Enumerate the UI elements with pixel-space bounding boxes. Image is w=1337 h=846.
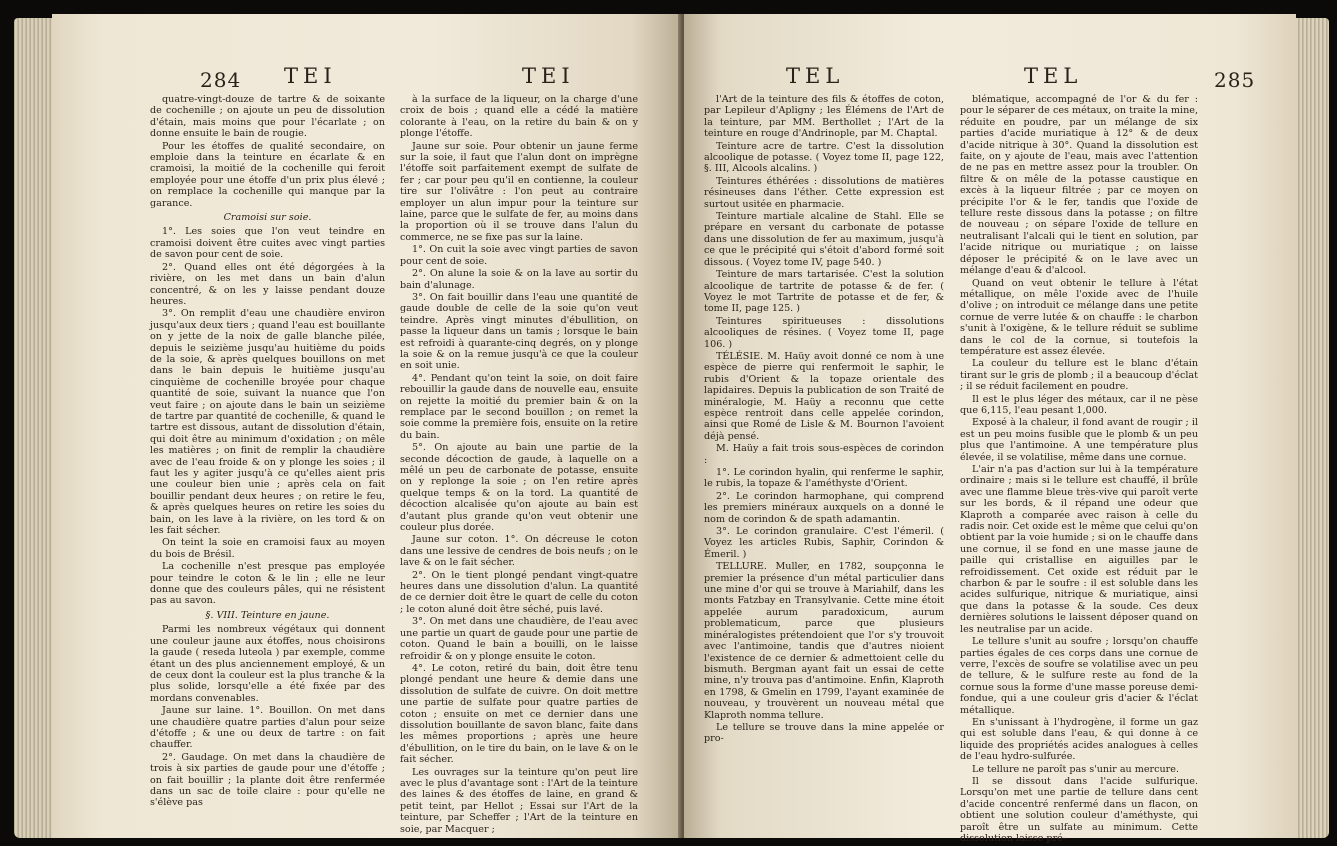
paragraph: 3°. Le corindon granulaire. C'est l'émeril. ( Voyez les articles Rubis, Saphir, Corindon & Émeril. ) — [704, 526, 944, 560]
paragraph: 1°. Le corindon hyalin, qui renferme le saphir, le rubis, la topaze & l'améthyste d'Orient. — [704, 467, 944, 490]
page-stack-left-edge — [14, 18, 54, 838]
paragraph: 2°. On alune la soie & on la lave au sortir du bain d'alunage. — [400, 268, 638, 291]
paragraph: Il se dissout dans l'acide sulfurique. Lorsqu'on met une partie de tellure dans cent d'acide concentré renfermé dans un flacon, on obtient une solution couleur d'améthyste, qui paroît être un sulfate au minimum. Cette dissolution laisse pré- — [960, 775, 1198, 844]
paragraph: Jaune sur coton. 1°. On décreuse le coton dans une lessive de cendres de bois neufs ; on le lave & on le fait sécher. — [400, 534, 638, 569]
paragraph: Teintures éthérées : dissolutions de matières résineuses dans l'éther. Cette expression est surtout usitée en pharmacie. — [704, 175, 944, 210]
paragraph: La couleur du tellure est le blanc d'étain tirant sur le gris de plomb ; il a beaucoup d'éclat ; il se réduit facilement en poudre. — [960, 358, 1198, 393]
paragraph: Teinture acre de tartre. C'est la dissolution alcoolique de potasse. ( Voyez tome II, page 122, §. III, Alcools alcalins. ) — [704, 140, 944, 175]
right-header-right: TEL — [1024, 64, 1083, 88]
paragraph: Le tellure s'unit au soufre ; lorsqu'on chauffe parties égales de ces corps dans une cornue de verre, l'excès de soufre se volatilise avec un peu de tellure, & le sulfure reste au fond de la cornue sous la forme d'une masse poreuse demi-fondue, qui a une couleur gris d'acier & l'éclat métallique. — [960, 636, 1198, 716]
paragraph: Jaune sur soie. Pour obtenir un jaune ferme sur la soie, il faut que l'alun dont on imprègne l'étoffe soit parfaitement exempt de sulfate de fer ; car pour peu qu'il en contienne, la couleur tire sur l'olivâtre : l'on peut au contraire employer un alun impur pour la teinture sur laine, parce que le sulfate de fer, au moins dans la proportion où il se trouve dans l'alun du commerce, ne se fixe pas sur la laine. — [400, 140, 638, 243]
paragraph: Exposé à la chaleur, il fond avant de rougir ; il est un peu moins fusible que le plomb & un peu plus que l'antimoine. A une température plus élevée, il se volatilise, même dans une cornue. — [960, 417, 1198, 463]
left-header-left: TEI — [284, 64, 337, 88]
paragraph: La cochenille n'est presque pas employée pour teindre le coton & le lin ; elle ne leur donne que des couleurs pâles, qui ne résistent pas au savon. — [150, 561, 385, 607]
paragraph: 3°. On met dans une chaudière, de l'eau avec une partie un quart de gaude pour une partie de coton. Quand le bain a bouilli, on le laisse refroidir & on y plonge ensuite le coton. — [400, 616, 638, 662]
paragraph: Quand on veut obtenir le tellure à l'état métallique, on mêle l'oxide avec de l'huile d'olive ; on introduit ce mélange dans une petite cornue de verre lutée & on chauffe : le charbon s'unit à l'oxigène, & le tellure réduit se sublime dans le col de la cornue, si toutefois la température est assez élevée. — [960, 277, 1198, 357]
paragraph: Parmi les nombreux végétaux qui donnent une couleur jaune aux étoffes, nous choisirons la gaude ( reseda luteola ) par exemple, comme étant un des plus anciennement employé, & un de ceux dont la couleur est la plus tranche & la plus solide, lorsqu'elle a été fixée par des mordans convenables. — [150, 624, 385, 704]
paragraph: 5°. On ajoute au bain une partie de la seconde décoction de gaude, à laquelle on a mêlé un peu de carbonate de potasse, ensuite on y replonge la soie ; on l'en retire après quelque temps & on la tord. La quantité de décoction alcalisée qu'on ajoute au bain est d'autant plus grande qu'on veut obtenir une couleur plus dorée. — [400, 442, 638, 534]
paragraph: Pour les étoffes de qualité secondaire, on emploie dans la teinture en écarlate & en cramoisi, la moitié de la cochenille qui feroit employée pour une étoffe d'un prix plus élevé ; on remplace la cochenille qui manque par la garance. — [150, 140, 385, 209]
left-page-column-1 — [150, 94, 385, 810]
paragraph: Le tellure se trouve dans la mine appelée or pro- — [704, 721, 944, 745]
paragraph: M. Haüy a fait trois sous-espèces de corindon : — [704, 443, 944, 466]
paragraph: 3°. On fait bouillir dans l'eau une quantité de gaude double de celle de la soie qu'on veut teindre. Après vingt minutes d'ébullition, on passe la liqueur dans un tamis ; lorsque le bain est refroidi à quarante-cinq degrés, on y plonge la soie & on la remue jusqu'à ce que la couleur en soit unie. — [400, 291, 638, 372]
paragraph: Teinture de mars tartarisée. C'est la solution alcoolique de tartrite de potasse & de fer. ( Voyez le mot Tartrite de potasse et de fer, & tome II, page 125. ) — [704, 269, 944, 315]
left-page — [52, 14, 682, 838]
paragraph: TELLURE. Muller, en 1782, soupçonna le premier la présence d'un métal particulier dans une mine d'or qui se trouve à Mariahilf, dans les monts Fatzbay en Transylvanie. Cette mine étoit appelée aurum paradoxicum, aurum problematicum, parce que plusieurs minéralogistes prétendoient que l'or s'y trouvoit avec l'antimoine, tandis que d'autres nioient l'existence de ce dernier & admettoient celle du bismuth. Bergman ayant fait un essai de cette mine, n'y trouva pas d'antimoine. Enfin, Klaproth en 1798, & Gmelin en 1799, l'ayant examinée de nouveau, y trouvèrent un nouveau métal que Klaproth nomma tellure. — [704, 561, 944, 721]
left-header-right: TEI — [522, 64, 575, 88]
paragraph: 2°. On le tient plongé pendant vingt-quatre heures dans une dissolution d'alun. La quantité de ce dernier doit être le quart de celle du coton ; le coton aluné doit être séché, puis lavé. — [400, 569, 638, 615]
paragraph: Il est le plus léger des métaux, car il ne pèse que 6,115, l'eau pesant 1,000. — [960, 393, 1198, 416]
paragraph: §. VIII. Teinture en jaune. — [205, 609, 330, 621]
paragraph: 2°. Gaudage. On met dans la chaudière de trois à six parties de gaude pour une d'étoffe ; on fait bouillir ; la plante doit être renfermée dans un sac de toile claire : pour qu'elle ne s'élève pas — [150, 751, 385, 809]
paragraph: Les ouvrages sur la teinture qu'on peut lire avec le plus d'avantage sont : l'Art de la teinture des laines & des étoffes de laine, en grand & petit teint, par Hellot ; Essai sur l'Art de la teinture, par Scheffer ; l'Art de la teinture en soie, par Macquer ; — [400, 766, 638, 835]
left-page-number: 284 — [200, 68, 242, 92]
paragraph: à la surface de la liqueur, on la charge d'une croix de bois ; quand elle a cédé la matière colorante à l'eau, on la retire du bain & on y plonge l'étoffe. — [400, 94, 638, 140]
left-page-column-2 — [400, 94, 638, 836]
paragraph: blématique, accompagné de l'or & du fer : pour le séparer de ces métaux, on traite la mine, réduite en poudre, par un mélange de six parties d'acide muriatique à 12° & de deux d'acide nitrique à 30°. Quand la dissolution est faite, on y ajoute de l'eau, mais avec l'attention de ne pas en mettre assez pour la troubler. On filtre & on mêle de la potasse caustique en excès à la liqueur filtrée ; par ce moyen on précipite l'or & le fer, tandis que l'oxide de tellure reste dissous dans la potasse ; on filtre de nouveau ; on sépare l'oxide de tellure en neutralisant l'alcali qui le tient en solution, par l'acide nitrique ou muriatique ; on laisse déposer le précipité & on le lave avec un mélange d'eau & d'alcool. — [960, 94, 1198, 277]
paragraph: TÉLÉSIE. M. Haüy avoit donné ce nom à une espèce de pierre qui renfermoit le saphir, le rubis d'Orient & la topaze orientale des lapidaires. Depuis la publication de son Traité de minéralogie, M. Haüy a reconnu que cette espèce rentroit dans celle appelée corindon, ainsi que Romé de Lisle & M. Bournon l'avoient déjà pensé. — [704, 350, 944, 442]
paragraph: 2°. Quand elles ont été dégorgées à la rivière, on les met dans un bain d'alun concentré, & on les y laisse pendant douze heures. — [150, 261, 385, 307]
right-page-number: 285 — [1214, 68, 1256, 92]
page-stack-right-edge — [1295, 18, 1329, 838]
paragraph: Cramoisi sur soie. — [223, 212, 312, 224]
right-page-column-1 — [704, 94, 944, 746]
paragraph: 4°. Pendant qu'on teint la soie, on doit faire rebouillir la gaude dans de nouvelle eau, ensuite on rejette la moitié du premier bain & on la remplace par le second bouillon ; on remet la soie comme la première fois, ensuite on la retire du bain. — [400, 372, 638, 441]
paragraph: En s'unissant à l'hydrogène, il forme un gaz qui est soluble dans l'eau, & qui donne à ce liquide des propriétés acides analogues à celles de l'eau hydro-sulfurée. — [960, 716, 1198, 763]
right-page-column-2 — [960, 94, 1198, 845]
paragraph: 3°. On remplit d'eau une chaudière environ jusqu'aux deux tiers ; quand l'eau est bouillante on y jette de la noix de galle blanche pilée, depuis le seizième jusqu'au huitième du poids de la soie, & après quelques bouillons on met dans le bain depuis le huitième jusqu'au cinquième de cochenille broyée pour chaque quantité de soie, suivant la nuance que l'on veut faire ; on ajoute dans le bain un seizième de tartre par quantité de cochenille, & quand le tartre est dissous, autant de dissolution d'étain, qui doit être au minimum d'oxidation ; on mêle les matières ; on finit de remplir la chaudière avec de l'eau froide & on y plonge les soies ; il faut les y agiter jusqu'à ce qu'elles aient pris une couleur bien unie ; après cela on fait bouillir pendant deux heures ; on retire le feu, & après quelques heures on retire les soies du bain, on les lave à la rivière, on les tord & on les fait sécher. — [150, 308, 385, 537]
paragraph: quatre-vingt-douze de tartre & de soixante de cochenille ; on ajoute un peu de dissolution d'étain, mais moins que pour l'écarlate ; on donne ensuite le bain de rougie. — [150, 94, 385, 140]
paragraph: L'air n'a pas d'action sur lui à la température ordinaire ; mais si le tellure est chauffé, il brûle avec une flamme bleue très-vive qui paroît verte sur les bords, & il répand une odeur que Klaproth a comparée avec raison à celle du radis noir. Cet oxide est le même que celui qu'on obtient par la voie humide ; si on le chauffe dans une cornue, il se fond en une masse jaune de paille qui cristallise en aiguilles par le refroidissement. Cet oxide est réduit par le charbon & par le soufre : il est soluble dans les acides sulfurique, nitrique & muriatique, ainsi que dans la potasse & la soude. Ces deux dernières solutions le laissent déposer quand on les neutralise par un acide. — [960, 464, 1198, 635]
paragraph: 2°. Le corindon harmophane, qui comprend les premiers minéraux auxquels on a donné le nom de corindon & de spath adamantin. — [704, 490, 944, 525]
paragraph: Le tellure ne paroît pas s'unir au mercure. — [972, 763, 1179, 775]
paragraph: Teintures spiritueuses : dissolutions alcooliques de résines. ( Voyez tome II, page 106. ) — [704, 315, 944, 350]
paragraph: 1°. Les soies que l'on veut teindre en cramoisi doivent être cuites avec vingt parties de savon pour cent de soie. — [150, 226, 385, 261]
right-header-left: TEL — [786, 64, 845, 88]
paragraph: On teint la soie en cramoisi faux au moyen du bois de Brésil. — [150, 537, 385, 560]
paragraph: Jaune sur laine. 1°. Bouillon. On met dans une chaudière quatre parties d'alun pour seize d'étoffe ; & une ou deux de tartre : on fait chauffer. — [150, 705, 385, 751]
paragraph: 4°. Le coton, retiré du bain, doit être tenu plongé pendant une heure & demie dans une dissolution de sulfate de cuivre. On doit mettre une partie de sulfate pour quatre parties de coton ; ensuite on met ce dernier dans une dissolution bouillante de savon blanc, faite dans les mêmes proportions ; après une heure d'ébullition, on le tire du bain, on le lave & on le fait sécher. — [400, 662, 638, 766]
paragraph: 1°. On cuit la soie avec vingt parties de savon pour cent de soie. — [400, 244, 638, 267]
paragraph: Teinture martiale alcaline de Stahl. Elle se prépare en versant du carbonate de potasse dans une dissolution de fer au maximum, jusqu'à ce que le précipité qui s'étoit d'abord formé soit dissous. ( Voyez tome IV, page 540. ) — [704, 211, 944, 268]
right-page — [684, 14, 1296, 844]
paragraph: l'Art de la teinture des fils & étoffes de coton, par Lepileur d'Apligny ; les Élémens de l'Art de la teinture, par MM. Berthollet ; l'Art de la teinture en rouge d'Andrinople, par M. Chaptal. — [704, 94, 944, 140]
